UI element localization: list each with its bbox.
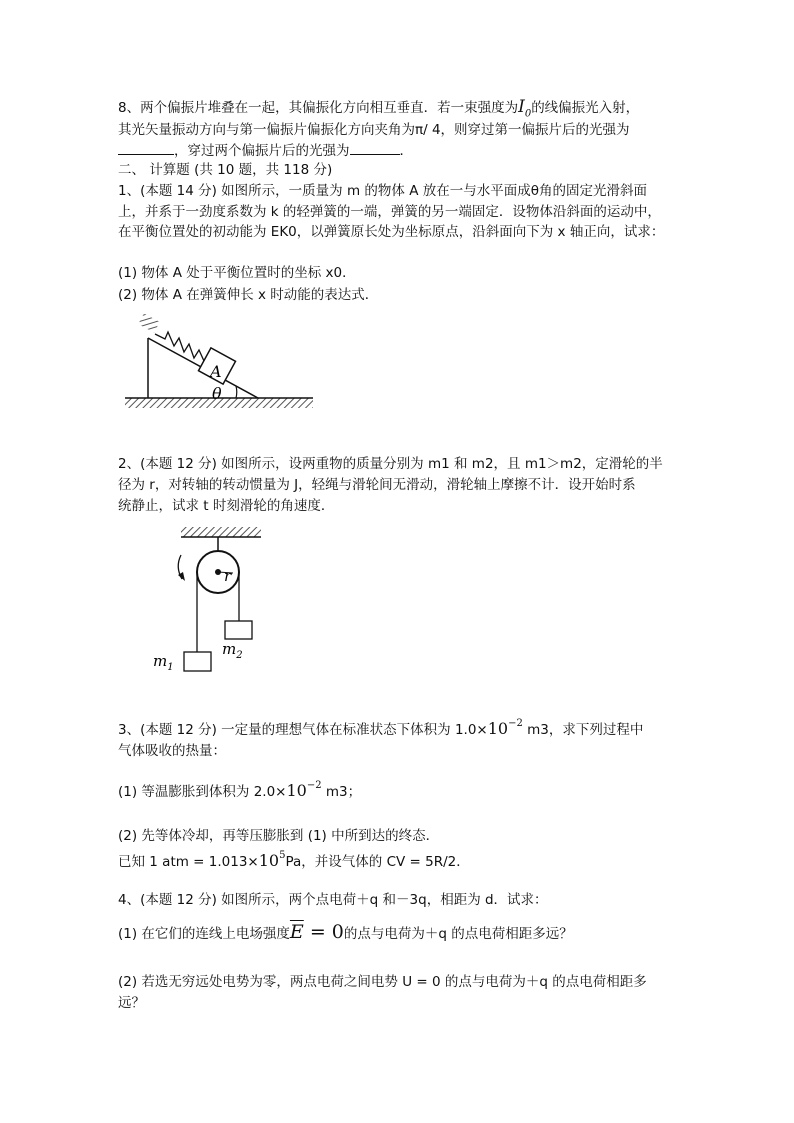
p1-line3: 在平衡位置处的初动能为 EK0，以弹簧原长处为坐标原点，沿斜面向下为 x 轴正向，试求：	[118, 224, 665, 240]
p1-line1: 1、(本题 14 分) 如图所示，一质量为 m 的物体 A 放在一与水平面成θ角的固定光滑斜面	[118, 183, 647, 199]
p4-sub2-line2: 远？	[118, 995, 145, 1011]
q8-line1-text-b: 的线偏振光入射，	[531, 100, 640, 116]
p3-line1-text-b: m3，求下列过程中	[522, 722, 644, 738]
intensity-subscript: 0	[524, 108, 532, 120]
section-heading: 二、 计算题 (共 10 题，共 118 分)	[118, 162, 333, 178]
incline-figure	[120, 310, 320, 415]
p3-power-base: 10	[487, 719, 509, 738]
p3-sub1-text-a: (1) 等温膨胀到体积为 2.0×	[118, 784, 287, 800]
p2-line2: 径为 r，对转轴的转动惯量为 J，轻绳与滑轮间无滑动，滑轮轴上摩擦不计．设开始时系	[118, 477, 636, 493]
p1-sub2: (2) 物体 A 在弹簧伸长 x 时动能的表达式．	[118, 287, 379, 303]
pulley-figure	[145, 525, 270, 675]
angle-arc	[236, 386, 237, 398]
q8-line3-text-b: ．	[399, 143, 413, 159]
p3-sub1	[118, 776, 361, 802]
p3-sub3-power-exponent: 5	[279, 850, 286, 861]
mass-m2-label: $m_2$	[222, 640, 243, 661]
p3-sub1-power-exponent: −2	[306, 780, 322, 791]
p3-power-exponent: −2	[508, 718, 523, 729]
p3-sub3-text-b: Pa，并设气体的 CV = 5R/2．	[285, 854, 470, 870]
p3-line1-text-a: 3、(本题 12 分) 一定量的理想气体在标准状态下体积为 1.0×	[118, 722, 488, 738]
mass-m2	[225, 621, 252, 639]
mass-m1	[184, 652, 211, 671]
p3-line1	[118, 714, 643, 740]
p3-sub2: (2) 先等体冷却，再等压膨胀到 (1) 中所到达的终态．	[118, 828, 440, 844]
q8-line2: 其光矢量振动方向与第一偏振片偏振化方向夹角为π/ 4，则穿过第一偏振片后的光强为	[118, 122, 630, 138]
angle-label: θ	[212, 384, 222, 403]
ceiling-hatch	[181, 527, 261, 537]
radius-label: r	[224, 567, 232, 585]
wall-hatch	[138, 313, 160, 332]
field-vector-E: $\overline{E}$	[289, 921, 304, 943]
mass-m1-label: $m_1$	[153, 652, 174, 673]
p4-sub1	[118, 922, 573, 944]
p2-line1: 2、(本题 12 分) 如图所示，设两重物的质量分别为 m1 和 m2，且 m1＞m2，定滑轮的半	[118, 456, 663, 472]
intensity-I: I	[518, 97, 525, 117]
field-equals-zero: = 0	[303, 921, 344, 943]
answer-blank-1	[118, 140, 174, 155]
p4-line1: 4、(本题 12 分) 如图所示，两个点电荷＋q 和－3q，相距为 d．试求：	[118, 892, 548, 908]
block-label: A	[210, 362, 222, 381]
p3-sub3	[118, 846, 470, 872]
p1-sub1: (1) 物体 A 处于平衡位置时的坐标 x0．	[118, 265, 356, 281]
q8-line3-text-a: ，穿过两个偏振片后的光强为	[174, 143, 350, 159]
p3-line2: 气体吸收的热量：	[118, 743, 226, 759]
p3-sub1-power-base: 10	[286, 781, 307, 800]
p2-line3: 统静止，试求 t 时刻滑轮的角速度．	[118, 498, 335, 514]
p4-sub1-text-a: (1) 在它们的连线上电场强度	[118, 926, 290, 942]
p1-line2: 上，并系于一劲度系数为 k 的轻弹簧的一端，弹簧的另一端固定．设物体沿斜面的运动中，	[118, 204, 661, 220]
p3-sub1-text-b: m3；	[321, 784, 362, 800]
p3-sub3-power-base: 10	[258, 851, 280, 870]
answer-blank-2	[350, 140, 400, 155]
p3-sub3-text-a: 已知 1 atm = 1.013×	[118, 854, 259, 870]
intensity-symbol	[518, 97, 532, 120]
q8-line3	[118, 140, 413, 161]
p4-sub2-line1: (2) 若选无穷远处电势为零，两点电荷之间电势 U = 0 的点与电荷为＋q 的点电荷相距多	[118, 974, 647, 990]
p4-sub1-text-b: 的点与电荷为＋q 的点电荷相距多远？	[343, 926, 573, 942]
q8-line1-text-a: 8、两个偏振片堆叠在一起，其偏振化方向相互垂直．若一束强度为	[118, 100, 519, 116]
